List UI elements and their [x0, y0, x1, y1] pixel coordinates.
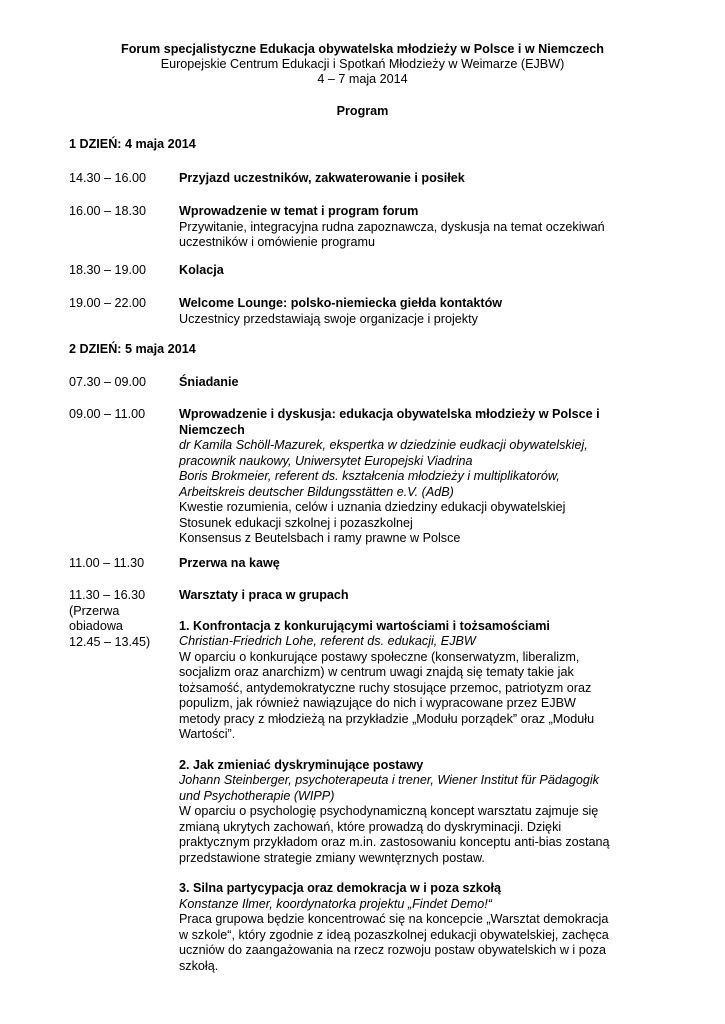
workshop-line: Praca grupowa będzie koncentrować się na koncepcie „Warsztat demokracja: [179, 912, 609, 926]
speaker-line: Johann Steinberger, psychoterapeuta i trener, Wiener Institut für Pädagogik: [179, 773, 599, 787]
row-title: Wprowadzenie i dyskusja: edukacja obywatelska młodzieży w Polsce i: [179, 407, 600, 421]
workshop-line: przedstawione strategie zmiany wewntęrznych postaw.: [179, 850, 485, 865]
row-desc: Uczestnicy przedstawiają swoje organizacje i projekty: [179, 311, 478, 326]
time-line: 12.45 – 13.45): [69, 634, 151, 649]
day2-heading: 2 DZIEŃ: 5 maja 2014: [69, 342, 196, 356]
workshop-line: populizm, jak również nawiązujące do nich i wypracowane przez EJBW: [179, 696, 576, 710]
row-time: 09.00 – 11.00: [69, 407, 146, 421]
topic-line: Kwestie rozumienia, celów i uznania dziedziny edukacji obywatelskiej: [179, 500, 566, 514]
forum-venue: Europejskie Centrum Edukacji i Spotkań Młodzieży w Weimarze (EJBW): [160, 57, 565, 71]
time-line: (Przerwa: [69, 603, 120, 618]
workshop-title: 2. Jak zmieniać dyskryminujące postawy: [179, 757, 424, 772]
row-content: [179, 204, 629, 251]
workshop-line: zmianą ukrytych zachowań, które prowadzą do dyskryminacji. Dzięki: [179, 819, 562, 834]
workshop-2: [179, 758, 629, 867]
row-title: Śniadanie: [179, 375, 239, 389]
row-time: [69, 588, 174, 650]
forum-dates: 4 – 7 maja 2014: [317, 72, 408, 86]
row-desc: uczestników i omówienie programu: [179, 235, 375, 249]
document-header: [0, 42, 725, 87]
row-content: [179, 407, 629, 547]
program-heading: Program: [336, 104, 389, 118]
row-title: Wprowadzenie w temat i program forum: [179, 204, 419, 218]
workshop-title: 3. Silna partycypacja oraz demokracja w i poza szkołą: [179, 881, 501, 895]
row-time: 16.00 – 18.30: [69, 204, 147, 218]
speaker-line: pracownik naukowy, Uniwersytet Europejski Viadrina: [179, 453, 473, 468]
speaker-line: Boris Brokmeier, referent ds. kształcenia młodzieży i multiplikatorów,: [179, 469, 560, 483]
workshop-line: praktycznym przykładom oraz m.in. zastosowaniu konceptu anti-bias zostaną: [179, 835, 610, 849]
row-title: Warsztaty i praca w grupach: [179, 588, 349, 602]
row-title: Niemczech: [179, 422, 245, 437]
workshop-line: socjalizm oraz anarchizm) w centrum uwagi znajdą się tematy takie jak: [179, 665, 574, 679]
speaker-line: und Psychotherapie (WIPP): [179, 788, 335, 803]
workshop-line: W oparciu o konkurujące postawy społeczne (konserwatyzm, liberalizm,: [179, 649, 580, 664]
row-title: Welcome Lounge: polsko-niemiecka giełda kontaktów: [179, 296, 503, 310]
row-time: 11.00 – 11.30: [69, 556, 145, 570]
row-title: Przyjazd uczestników, zakwaterowanie i posiłek: [179, 171, 465, 185]
speaker-line: Konstanze Ilmer, koordynatorka projektu „Findet Demo!“: [179, 896, 492, 911]
workshop-line: w szkole“, który zgodnie z ideą pozaszkolnej edukacji obywatelskiej, zachęca: [179, 927, 609, 942]
row-desc: Przywitanie, integracyjna rudna zapoznawcza, dyskusja na temat oczekiwań: [179, 219, 605, 234]
workshop-line: metody pracy z młodzieżą na przykładzie „Modułu porządek” oraz „Modułu: [179, 711, 595, 726]
workshop-line: szkołą.: [179, 958, 219, 973]
day1-heading: 1 DZIEŃ: 4 maja 2014: [69, 137, 196, 151]
workshop-line: W oparciu o psychologię psychodynamiczną koncept warsztatu zajmuje się: [179, 804, 599, 818]
speaker-line: Christian-Friedrich Lohe, referent ds. edukacji, EJBW: [179, 634, 476, 648]
topic-line: Stosunek edukacji szkolnej i pozaszkolnej: [179, 515, 413, 530]
row-title: Kolacja: [179, 263, 224, 277]
workshop-line: uczniów do zaangażowania na rzecz rozwoju postaw obywatelskich w i poza: [179, 943, 607, 957]
row-time: 19.00 – 22.00: [69, 296, 147, 310]
row-title: Przerwa na kawę: [179, 556, 280, 570]
workshop-3: [179, 881, 629, 974]
workshop-line: tożsamość, antydemokratyczne ruchy stosujące przemoc, patriotyzm oraz: [179, 680, 592, 695]
speaker-line: dr Kamila Schöll-Mazurek, ekspertka w dziedzinie eudkacji obywatelskiej,: [179, 438, 588, 452]
time-line: 11.30 – 16.30: [69, 588, 146, 602]
row-time: 18.30 – 19.00: [69, 263, 147, 277]
row-content: [179, 588, 629, 974]
workshop-line: Wartości”.: [179, 727, 236, 741]
speaker-line: Arbeitskreis deutscher Bildungsstätten e.V. (AdB): [179, 484, 454, 499]
workshop-1: [179, 619, 629, 743]
workshop-title: 1. Konfrontacja z konkurującymi wartościami i tożsamościami: [179, 618, 550, 633]
time-line: obiadowa: [69, 619, 123, 633]
row-content: [179, 296, 629, 327]
topic-line: Konsensus z Beutelsbach i ramy prawne w Polsce: [179, 531, 461, 545]
forum-title: Forum specjalistyczne Edukacja obywatelska młodzieży w Polsce i w Niemczech: [121, 42, 604, 56]
row-time: 14.30 – 16.00: [69, 171, 147, 185]
row-time: 07.30 – 09.00: [69, 375, 147, 389]
